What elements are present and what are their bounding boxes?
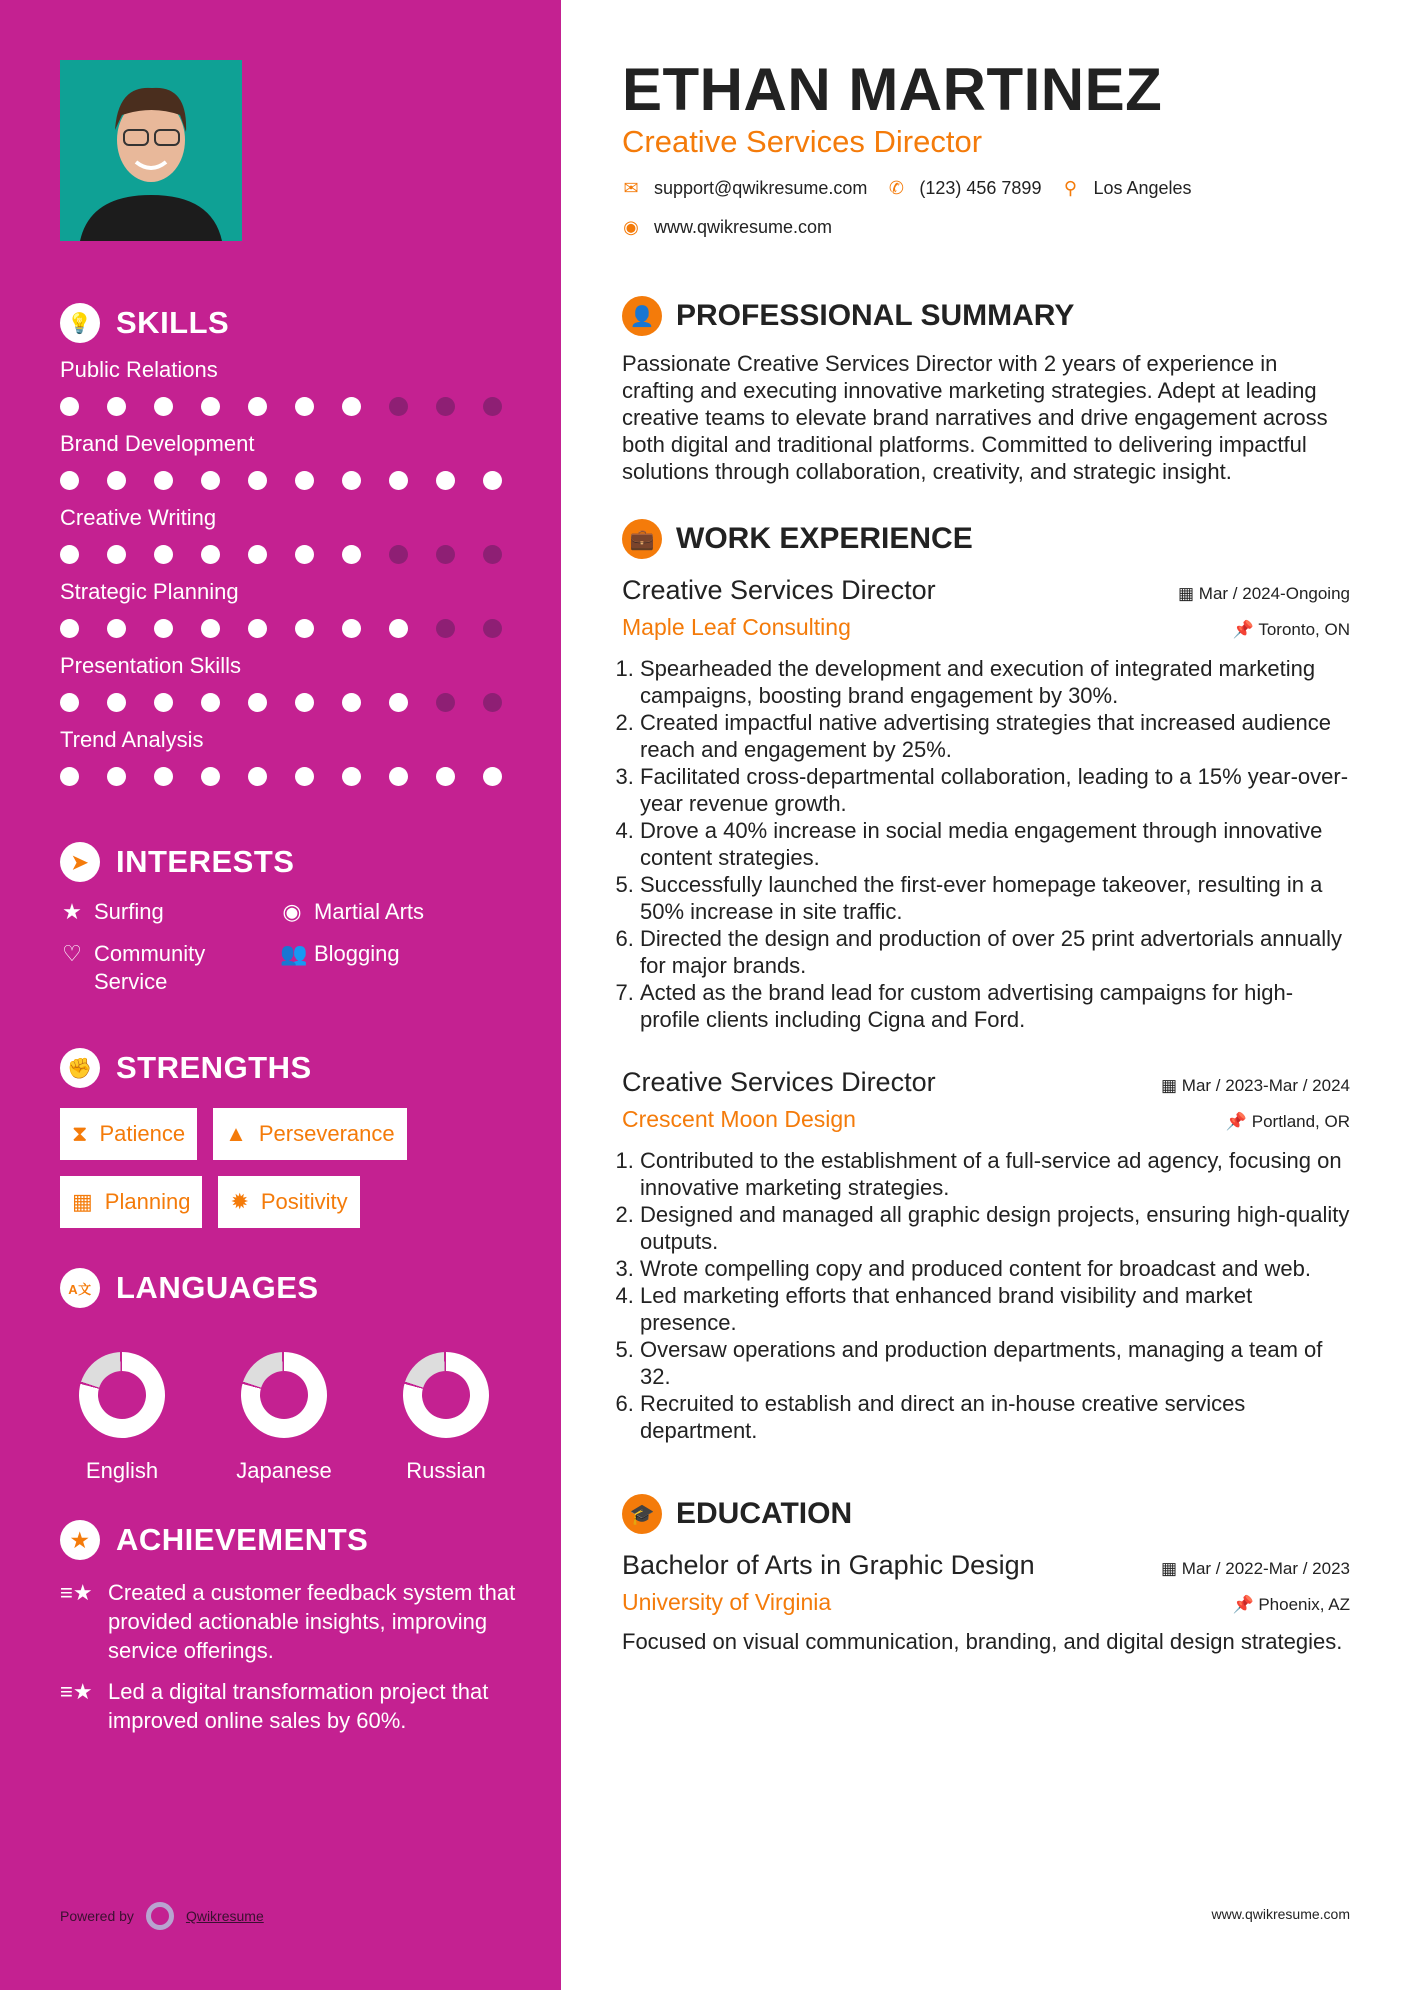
graduate-icon: 🎓	[622, 1494, 662, 1534]
phone-icon: ✆	[888, 178, 904, 198]
job-location: Portland, OR	[1251, 1112, 1350, 1131]
handshake-icon: ♡	[62, 941, 82, 966]
location: Los Angeles	[1093, 178, 1192, 198]
rating-dot-filled	[201, 693, 220, 712]
rating-dot-filled	[154, 767, 173, 786]
main-content: ETHAN MARTINEZ Creative Services Director ✉ support@qwikresume.com ✆ (123) 456 7899 ⚲ Los Angeles ◉ www.qwikresume.com 👤 PROFESSIONAL SUMMARY Passionate Creative Services Director with 2 years of experience in crafting and executing innovative marketing strategies. Adept at leading creative teams to elevate brand narratives and drive engagement across both digital and traditional platforms. Committed to delivering impactful solutions through collaboration, creativity, and strategic insight. 💼 WORK EXPERIENCE Creative Services Director ▦ Mar / 2024-Ongoing Maple Leaf Consulting 📌 Toronto, ON 1. Spearheaded the development and execution of integrated marketing campaigns, boosting brand engagement by 30%. 2. Created impactful native advertising strategies that increased audience reach and engagement by 25%. 3. Facilitated cross-departmental collaboration, leading to a 15% year-over-year revenue growth. 4. Drove a 40% increase in social media engagement through innovative content strategies. 5. Successfully launched the first-ever homepage takeover, resulting in a 50% increase in site traffic. 6. Directed the design and production of over 25 print advertorials annually for major brands. 7. Acted as the brand lead for custom advertising campaigns for high-profile clients including Cigna and Ford. Creative Services Director ▦ Mar / 2023-Mar / 2024 Crescent Moon Design 📌 Portland, OR 1. Contributed to the establishment of a full-service ad agency, focusing on innovative marketing strategies. 2. Designed and managed all graphic design projects, ensuring high-quality outputs. 3. Wrote compelling copy and produced content for broadcast and web. 4. Led marketing efforts that enhanced brand visibility and market presence. 5. Oversaw operations and production departments, managing a team of 32. 6. Recruited to establish and direct an in-house creative services department. 🎓 EDUCATION Bachelor of Arts in Graphic Design ▦ Mar / 2022-Mar / 2023 University of Virginia 📌 Phoenix, AZ Focused on visual communication, branding, and digital design strategies.	[561, 0, 1407, 1990]
education-text: Focused on visual communication, branding, and digital design strategies.	[622, 1629, 1343, 1654]
trophy-star-icon: ★	[60, 1520, 100, 1560]
rating-dot-filled	[436, 471, 455, 490]
achievement-item: ≡★ Led a digital transformation project that improved online sales by 60%.	[60, 1679, 489, 1733]
languages-section	[60, 1268, 521, 1484]
interest-item: 👥 Blogging	[280, 940, 500, 996]
rating-dot-filled	[154, 619, 173, 638]
language-icon: A文	[60, 1268, 100, 1308]
bullet-item: 4. Led marketing efforts that enhanced brand visibility and market presence.	[640, 1282, 1350, 1336]
company-name: Maple Leaf Consulting	[622, 614, 851, 640]
sidebar	[0, 0, 561, 1990]
skill-rating	[60, 471, 521, 491]
rating-dot-filled	[483, 471, 502, 490]
skill-label: Presentation Skills	[60, 653, 241, 678]
rating-dot-filled	[201, 397, 220, 416]
skill-label: Creative Writing	[60, 505, 217, 530]
rating-dot-filled	[436, 767, 455, 786]
calendar-icon: ▦	[72, 1189, 93, 1214]
strength-badge: ✹ Positivity	[218, 1176, 359, 1228]
rating-dot-filled	[389, 471, 408, 490]
lightbulb-icon: 💡	[60, 303, 100, 343]
language-item: English	[72, 1352, 172, 1484]
rating-dot-empty	[389, 545, 408, 564]
summary-heading: 👤 PROFESSIONAL SUMMARY	[622, 296, 1350, 336]
star-icon: ≡★	[60, 1679, 93, 1704]
work-heading: 💼 WORK EXPERIENCE	[622, 519, 1350, 559]
sun-icon: ✹	[230, 1189, 249, 1214]
fist-icon: ✊	[60, 1048, 100, 1088]
job-entry	[622, 1067, 1350, 1444]
position-title: Creative Services Director	[622, 1067, 936, 1097]
rating-dot-filled	[154, 545, 173, 564]
bullet-item: 3. Facilitated cross-departmental collaboration, leading to a 15% year-over-year revenue growth.	[640, 763, 1350, 817]
rating-dot-filled	[60, 767, 79, 786]
skill-label: Trend Analysis	[60, 727, 204, 752]
job-location: Toronto, ON	[1258, 620, 1350, 639]
calendar-icon: ▦	[1161, 1559, 1182, 1578]
qwikresume-link[interactable]: Qwikresume	[185, 1908, 264, 1924]
rating-dot-filled	[201, 545, 220, 564]
profile-photo	[60, 60, 242, 241]
language-donut	[241, 1352, 327, 1438]
globe-icon: ◉	[623, 217, 639, 237]
rating-dot-filled	[248, 693, 267, 712]
phone: (123) 456 7899	[919, 178, 1042, 198]
rating-dot-filled	[154, 693, 173, 712]
calendar-icon: ▦	[1161, 1076, 1182, 1095]
rating-dot-empty	[436, 397, 455, 416]
rating-dot-filled	[295, 693, 314, 712]
achievements-section	[60, 1520, 521, 1735]
school: University of Virginia	[622, 1589, 832, 1615]
rating-dot-filled	[295, 545, 314, 564]
road-icon: ▲	[225, 1121, 247, 1146]
rating-dot-filled	[107, 471, 126, 490]
strength-badge: ▦ Planning	[60, 1176, 202, 1228]
rating-dot-empty	[389, 397, 408, 416]
star-icon: ≡★	[60, 1580, 93, 1605]
languages-heading: LANGUAGES	[116, 1270, 319, 1305]
rating-dot-filled	[248, 471, 267, 490]
bullet-item: 1. Spearheaded the development and execution of integrated marketing campaigns, boosting brand engagement by 30%.	[640, 655, 1350, 709]
rating-dot-filled	[107, 693, 126, 712]
achievement-item: ≡★ Created a customer feedback system that provided actionable insights, improving service offerings.	[60, 1580, 516, 1663]
pin-icon: 📌	[1232, 620, 1259, 639]
rating-dot-filled	[201, 619, 220, 638]
interests-heading: INTERESTS	[116, 844, 295, 879]
rating-dot-empty	[483, 693, 502, 712]
rating-dot-filled	[295, 397, 314, 416]
rating-dot-filled	[342, 545, 361, 564]
skills-heading: SKILLS	[116, 305, 230, 340]
candidate-name: ETHAN MARTINEZ	[622, 56, 1163, 123]
company-name: Crescent Moon Design	[622, 1106, 856, 1132]
rating-dot-filled	[342, 767, 361, 786]
star-icon: ★	[62, 899, 82, 924]
rating-dot-filled	[107, 767, 126, 786]
rating-dot-filled	[248, 545, 267, 564]
rating-dot-empty	[483, 545, 502, 564]
rating-dot-filled	[389, 767, 408, 786]
language-donut	[403, 1352, 489, 1438]
job-entry	[622, 575, 1350, 1033]
qwikresume-logo-icon	[146, 1902, 174, 1930]
bullet-item: 5. Oversaw operations and production departments, managing a team of 32.	[640, 1336, 1350, 1390]
interest-item: ♡ Community Service	[60, 940, 280, 996]
rating-dot-filled	[389, 693, 408, 712]
rating-dot-filled	[107, 619, 126, 638]
rating-dot-filled	[483, 767, 502, 786]
interests-section	[60, 842, 521, 996]
rating-dot-filled	[248, 619, 267, 638]
rating-dot-empty	[483, 397, 502, 416]
rating-dot-filled	[342, 619, 361, 638]
email[interactable]: support@qwikresume.com	[654, 178, 868, 198]
rating-dot-filled	[60, 545, 79, 564]
rating-dot-filled	[342, 397, 361, 416]
rating-dot-empty	[483, 619, 502, 638]
pin-icon: 📌	[1225, 1112, 1252, 1131]
skill-label: Public Relations	[60, 357, 218, 382]
strengths-section	[60, 1048, 521, 1228]
user-icon: 👤	[622, 296, 662, 336]
strengths-heading: STRENGTHS	[116, 1050, 312, 1085]
achievements-heading: ACHIEVEMENTS	[116, 1522, 369, 1557]
rating-dot-filled	[154, 471, 173, 490]
skill-rating	[60, 397, 521, 417]
rating-dot-filled	[201, 471, 220, 490]
users-icon: 👥	[280, 941, 308, 966]
globe-icon: ◉	[282, 899, 302, 924]
rating-dot-empty	[436, 545, 455, 564]
calendar-icon: ▦	[1178, 584, 1199, 603]
interest-item: ◉ Martial Arts	[280, 898, 500, 926]
skill-label: Strategic Planning	[60, 579, 239, 604]
degree: Bachelor of Arts in Graphic Design	[622, 1550, 1035, 1580]
skill-rating	[60, 767, 521, 787]
rating-dot-filled	[60, 619, 79, 638]
bullet-item: 6. Directed the design and production of over 25 print advertorials annually for major brands.	[640, 925, 1350, 979]
bullet-item: 1. Contributed to the establishment of a full-service ad agency, focusing on innovative marketing strategies.	[640, 1147, 1350, 1201]
job-bullets	[622, 1147, 1350, 1444]
rating-dot-filled	[60, 397, 79, 416]
rating-dot-filled	[248, 397, 267, 416]
job-bullets	[622, 655, 1350, 1033]
footer-website[interactable]: www.qwikresume.com	[1211, 1906, 1350, 1922]
rating-dot-filled	[60, 693, 79, 712]
education-heading: 🎓 EDUCATION	[622, 1494, 1350, 1534]
location-pin-icon: ⚲	[1063, 178, 1078, 198]
rating-dot-empty	[436, 693, 455, 712]
rating-dot-filled	[295, 471, 314, 490]
skill-rating	[60, 545, 521, 565]
rating-dot-filled	[107, 545, 126, 564]
bullet-item: 2. Designed and managed all graphic design projects, ensuring high-quality outputs.	[640, 1201, 1350, 1255]
rating-dot-filled	[295, 619, 314, 638]
contact-info	[622, 178, 1262, 238]
website[interactable]: www.qwikresume.com	[654, 217, 833, 237]
rating-dot-filled	[60, 471, 79, 490]
strength-badge: ⧗ Patience	[60, 1108, 197, 1160]
job-title: Creative Services Director	[622, 124, 983, 159]
rating-dot-filled	[295, 767, 314, 786]
pin-icon: 📌	[1232, 1595, 1259, 1614]
interest-item: ★ Surfing	[60, 898, 280, 926]
powered-by: Powered by Qwikresume	[60, 1902, 264, 1930]
language-donut	[79, 1352, 165, 1438]
rating-dot-filled	[107, 397, 126, 416]
bullet-item: 2. Created impactful native advertising strategies that increased audience reach and engagement by 25%.	[640, 709, 1350, 763]
briefcase-icon: 💼	[622, 519, 662, 559]
rating-dot-filled	[342, 693, 361, 712]
rating-dot-filled	[248, 767, 267, 786]
job-date: Mar / 2024-Ongoing	[1198, 584, 1350, 603]
bullet-item: 6. Recruited to establish and direct an in-house creative services department.	[640, 1390, 1350, 1444]
bullet-item: 5. Successfully launched the first-ever homepage takeover, resulting in a 50% increase in site traffic.	[640, 871, 1350, 925]
skill-rating	[60, 619, 521, 639]
rating-dot-filled	[389, 619, 408, 638]
bullet-item: 4. Drove a 40% increase in social media engagement through innovative content strategies.	[640, 817, 1350, 871]
skill-rating	[60, 693, 521, 713]
job-date: Mar / 2023-Mar / 2024	[1181, 1076, 1350, 1095]
bullet-item: 7. Acted as the brand lead for custom advertising campaigns for high-profile clients including Cigna and Ford.	[640, 979, 1350, 1033]
language-item: Japanese	[234, 1352, 334, 1484]
hourglass-icon: ⧗	[72, 1121, 88, 1146]
rating-dot-filled	[201, 767, 220, 786]
rating-dot-filled	[342, 471, 361, 490]
summary-text: Passionate Creative Services Director with 2 years of experience in crafting and executing innovative marketing strategies. Adept at leading creative teams to elevate brand narratives and drive engagement across both digital and traditional platforms. Committed to delivering impactful solutions through collaboration, creativity, and strategic insight.	[622, 351, 1328, 484]
rating-dot-filled	[154, 397, 173, 416]
language-item: Russian	[396, 1352, 496, 1484]
strength-badge: ▲ Perseverance	[213, 1108, 407, 1160]
rating-dot-empty	[436, 619, 455, 638]
bullet-item: 3. Wrote compelling copy and produced content for broadcast and web.	[640, 1255, 1350, 1282]
skills-section	[60, 303, 521, 787]
position-title: Creative Services Director	[622, 575, 936, 605]
paper-plane-icon: ➤	[60, 842, 100, 882]
envelope-icon: ✉	[623, 178, 639, 198]
skill-label: Brand Development	[60, 431, 255, 456]
